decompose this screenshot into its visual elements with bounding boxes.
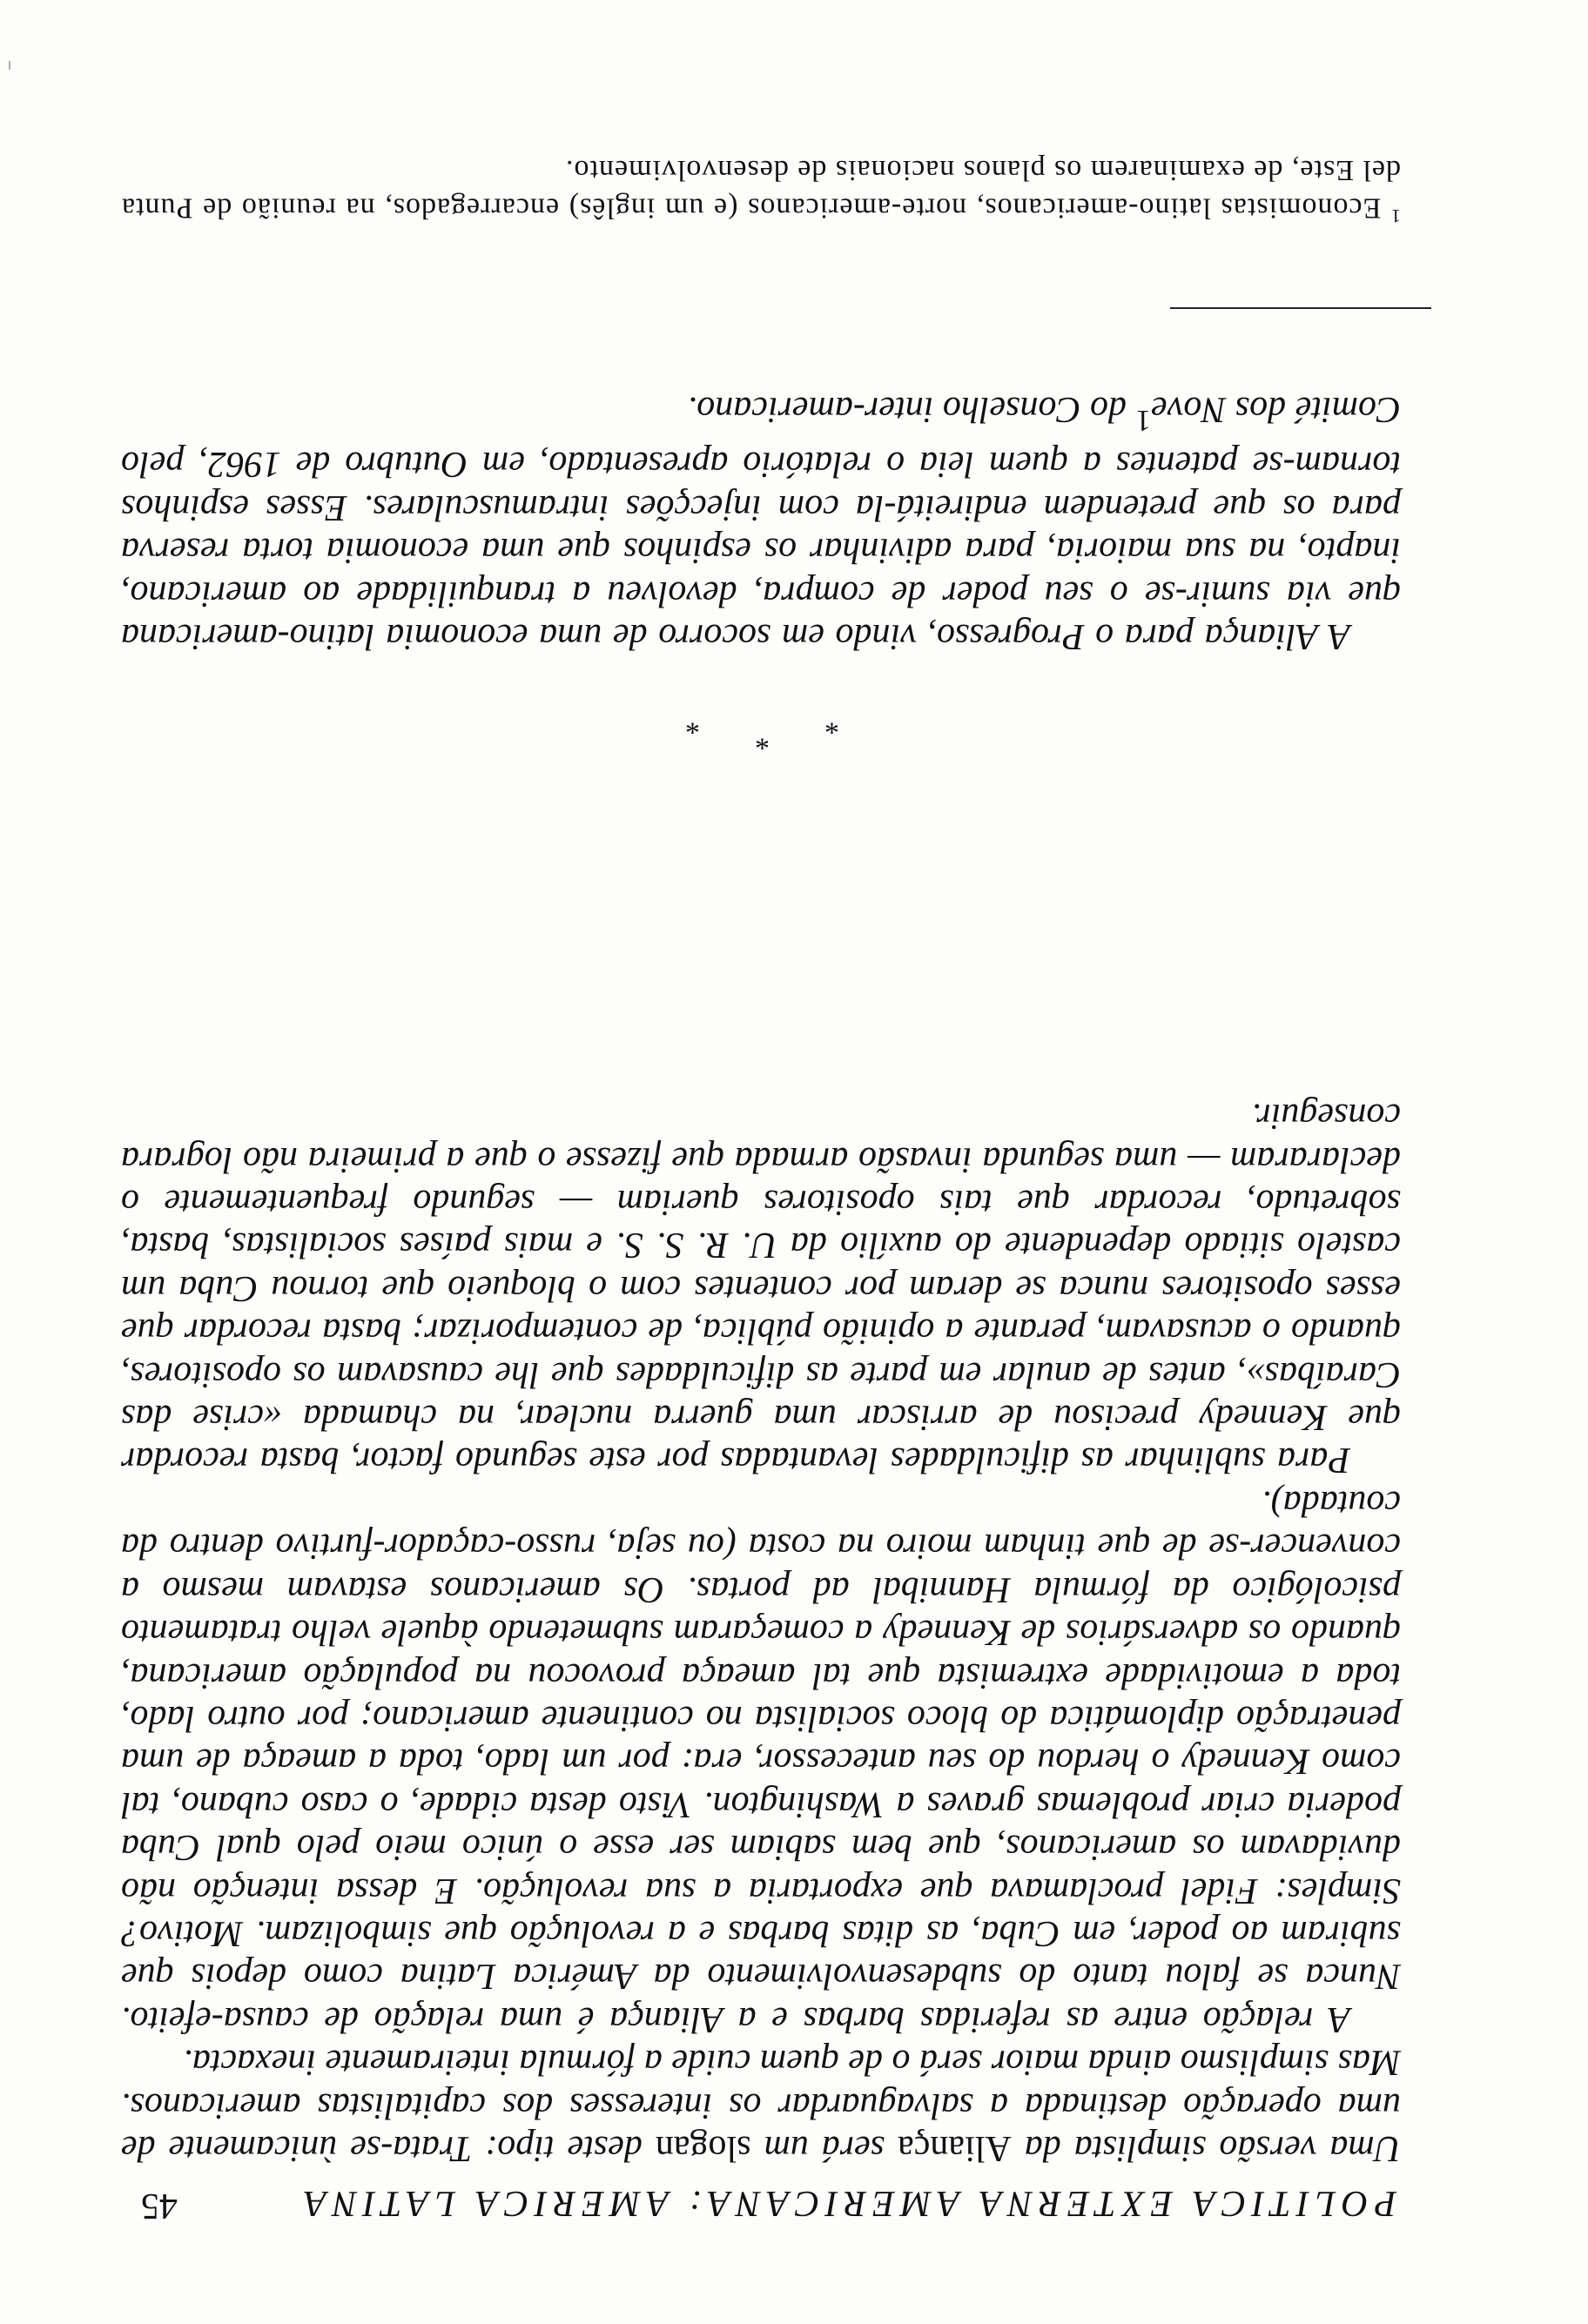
section-separator: [665, 688, 839, 756]
paragraph-1-term-slogan: slogan: [655, 2128, 751, 2168]
paragraph-4: [121, 387, 1401, 657]
paragraph-1-intro: Uma versão simplista da: [1011, 2128, 1401, 2168]
paragraph-1: [121, 2040, 1401, 2169]
page-number: 45: [141, 2186, 178, 2226]
paragraph-2: A relação entre as referidas barbas e a Aliança é uma relação de causa-efeito. Nunca se falou tanto do subdesenvolvimento da América Latina como depois que subiram ao poder, em Cuba, as ditas barbas e a revolução que simbolizam. Motivo? Simples: Fidel proclamava que exportaria a sua revolução. E dessa intenção não duvidavam os americanos, que bem sabiam ser esse o único meio pelo qual Cuba poderia criar problemas graves a Washington. Visto desta cidade, o caso cubano, tal como Kennedy o herdou do seu antecessor, era: por um lado, toda a ameaça de uma penetração diplomática do bloco socialista no continente americano; por outro lado, toda a emotividade extremista que tal ameaça provocou na população americana, quando os adversários de Kennedy a começaram submetendo àquele velho tratamento psicológico da fórmula Hannibal ad portas. Os americanos estavam mesmo a convencer-se de que tinham moiro na costa (ou seja, russo-caçador-furtivo dentro da coutada).: [121, 1482, 1401, 2039]
running-header-title: POLITICA EXTERNA AMERICANA: AMERICA LATINA: [298, 2183, 1396, 2223]
body-text-after-separator: [121, 387, 1401, 657]
footnote-marker: 1: [1390, 205, 1401, 227]
footnote-text: Economistas latino-americanos, norte-americanos (e um inglês) encarregados, na reunião de Punta del Este, de examinarem os planos nacionais de desenvolvimento.: [121, 153, 1401, 225]
paragraph-1-term-alianca: Aliança: [898, 2128, 1012, 2168]
footnote: [121, 151, 1401, 235]
separator-star-2: *: [755, 723, 770, 756]
separator-star-3: *: [685, 708, 700, 740]
footnote-rule: [1170, 307, 1431, 309]
paragraph-1-intro-2: será um: [750, 2128, 898, 2168]
separator-star-1: *: [824, 708, 839, 740]
paragraph-4-text: A Aliança para o Progresso, vindo em socorro de uma economia latino-americana que via sumir-se o seu poder de compra, devolveu a tranquilidade ao americano, inapto, na sua maioria, para adivinhar os espinhos que uma economia torta reserva para os que pretendem endireitá-la com injecções intramusculares. Esses espinhos tornam-se patentes a quem leia o relatório apresentado, em Outubro de 1962, pelo Comité dos Nove: [121, 388, 1401, 656]
footnote-reference: 1: [1135, 403, 1152, 438]
body-text-before-separator: [121, 1094, 1401, 2169]
paragraph-3: Para sublinhar as dificuldades levantadas por este segundo factor, basta recordar que Kennedy precisou de arriscar uma guerra nuclear, na chamada «crise das Caraíbas», antes de anular em parte as dificuldades que lhe causavam os opositores, quando o acusavam, perante a opinião pública, de contemporizar; basta recordar que esses opositores nunca se deram por contentes com o bloqueio que tornou Cuba um castelo sitiado dependente do auxílio da U. R. S. S. e mais países socialistas, basta, sobretudo, recordar que tais opositores queriam — segundo frequentemente o declararam — uma segunda invasão armada que fizesse o que a primeira não lograra conseguir.: [121, 1096, 1401, 1481]
scan-artifact: [9, 61, 10, 70]
paragraph-4-text-end: do Conselho inter-americano.: [687, 388, 1136, 429]
paragraph-1-rest: deste tipo: Trata-se ùnicamente de uma operação destinada a salvaguardar os interesses dos capitalistas americanos. Mas simplismo ainda maior será o de quem cuide a fórmula inteiramente inexacta.: [121, 2042, 1401, 2168]
